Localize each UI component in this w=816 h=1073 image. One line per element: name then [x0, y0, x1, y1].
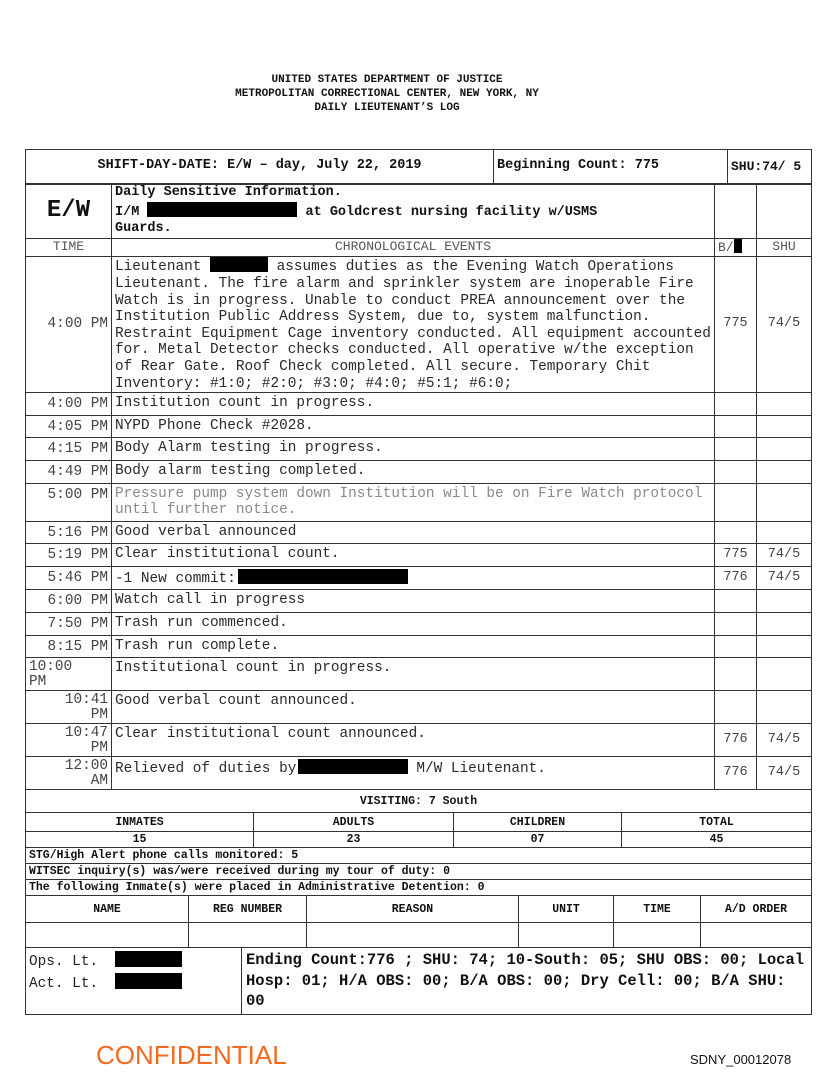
entry-text-main: Good verbal count announced.: [115, 693, 357, 710]
shift-day-date: SHIFT-DAY-DATE: E/W – day, July 22, 2019: [26, 150, 494, 184]
entry-time: 8:15 PM: [26, 635, 112, 658]
entry-text: [112, 635, 715, 658]
log-entry: [26, 566, 812, 590]
entry-text: [112, 393, 715, 416]
redaction: [298, 759, 408, 774]
ad-header: NAME: [26, 896, 189, 923]
entry-text-main: Relieved of duties by: [115, 761, 297, 778]
entry-time: 12:00 AM: [26, 757, 112, 790]
visiting-value: 45: [622, 832, 812, 848]
entry-text-main: Good verbal announced: [115, 523, 297, 540]
log-entry: [26, 757, 812, 790]
entry-text-pre: Lieutenant: [115, 259, 202, 276]
ad-empty-cell: [519, 923, 614, 948]
entry-count: [715, 635, 757, 658]
entry-time: 4:00 PM: [26, 257, 112, 393]
redaction: [115, 973, 182, 989]
entry-text: [112, 724, 715, 757]
visiting-value: 07: [454, 832, 622, 848]
entry-shu: [757, 691, 812, 724]
shu-count: SHU:74/ 5: [728, 150, 812, 184]
visiting-header: CHILDREN: [454, 813, 622, 832]
entry-count: 776: [715, 757, 757, 790]
header-title: DAILY LIEUTENANT’S LOG: [314, 102, 460, 114]
entry-count: 776: [715, 724, 757, 757]
entry-count: [715, 521, 757, 544]
entry-shu: [757, 415, 812, 438]
redaction: [238, 569, 408, 584]
entry-text: [112, 658, 715, 691]
entry-text-main: NYPD Phone Check #2028.: [115, 417, 314, 434]
visiting-value: 23: [254, 832, 454, 848]
ad-header: A/D ORDER: [701, 896, 812, 923]
log-entry: [26, 724, 812, 757]
visiting-value: 15: [26, 832, 254, 848]
visiting-table: [25, 789, 812, 896]
entry-shu: 74/5: [757, 544, 812, 567]
ad-header: TIME: [614, 896, 701, 923]
entry-time: 6:00 PM: [26, 590, 112, 613]
entry-count: [715, 438, 757, 461]
entry-text: [112, 590, 715, 613]
ad-header: REG NUMBER: [189, 896, 307, 923]
sensitive-info-text: at Goldcrest nursing facility w/USMS: [305, 204, 598, 220]
ad-empty-cell: [26, 923, 189, 948]
sensitive-info-prefix: I/M: [115, 204, 140, 220]
entry-text-main: Clear institutional count announced.: [115, 726, 426, 743]
entry-time: 5:19 PM: [26, 544, 112, 567]
entry-time: 10:47 PM: [26, 724, 112, 757]
log-entry: [26, 483, 812, 521]
entry-text: [112, 613, 715, 636]
entry-shu: 74/5: [757, 724, 812, 757]
log-entry: [26, 544, 812, 567]
entry-shu: [757, 521, 812, 544]
note-line: WITSEC inquiry(s) was/were received during my tour of duty: 0: [26, 864, 812, 880]
chronological-log-table: [25, 184, 812, 790]
entry-time: 7:50 PM: [26, 613, 112, 636]
column-header-row: [26, 238, 812, 257]
footer-table: [25, 947, 812, 1015]
entry-time: 10:00 PM: [26, 658, 112, 691]
entry-text: [112, 757, 715, 790]
entry-time: 5:00 PM: [26, 483, 112, 521]
entry-text: [112, 566, 715, 590]
col-b: B/: [718, 239, 734, 255]
log-entry: [26, 257, 812, 393]
redaction: [115, 951, 182, 967]
entry-text-main: Body Alarm testing in progress.: [115, 440, 383, 457]
entry-count: 775: [715, 544, 757, 567]
entry-time: 10:41 PM: [26, 691, 112, 724]
entry-text-main: Trash run commenced.: [115, 615, 288, 632]
visiting-header: ADULTS: [254, 813, 454, 832]
log-entry: [26, 613, 812, 636]
entry-shu: 74/5: [757, 566, 812, 590]
entry-time: 4:00 PM: [26, 393, 112, 416]
entry-text: [112, 415, 715, 438]
entry-text: [112, 521, 715, 544]
sensitive-info-row: [26, 185, 812, 239]
note-line: STG/High Alert phone calls monitored: 5: [26, 848, 812, 864]
shift-header-table: [25, 149, 812, 184]
entry-count: [715, 460, 757, 483]
entry-text: [112, 544, 715, 567]
visiting-header: INMATES: [26, 813, 254, 832]
ad-header: UNIT: [519, 896, 614, 923]
entry-shu: 74/5: [757, 757, 812, 790]
entry-time: 5:16 PM: [26, 521, 112, 544]
beginning-count: Beginning Count: 775: [494, 150, 728, 184]
bates-number: SDNY_00012078: [690, 1052, 792, 1067]
entry-text-post: assumes duties as the Evening Watch Operations Lieutenant. The fire alarm and sprinkler system are inoperable Fire Watch is in progress. Unable to conduct PREA announcement over the Institution Public Address System, due to, system malfunction. Restraint Equipment Cage inventory conducted. All equipment accounted for. Metal Detector checks conducted. All operative w/the exception of Rear Gate. Roof Check completed. All secure. Temporary Chit Inventory: #1:0; #2:0; #3:0; #4:0; #5:1; #6:0;: [115, 259, 711, 392]
col-time: TIME: [26, 238, 112, 257]
entry-count: [715, 590, 757, 613]
entry-count: [715, 415, 757, 438]
entry-time: 4:49 PM: [26, 460, 112, 483]
entry-text-main: Body alarm testing completed.: [115, 462, 366, 479]
entry-text-main: Pressure pump system down Institution will be on Fire Watch protocol until further notice.: [115, 485, 703, 519]
note-line: The following Inmate(s) were placed in Administrative Detention: 0: [26, 880, 812, 896]
confidential-stamp: CONFIDENTIAL: [96, 1040, 287, 1070]
entry-text-post: M/W Lieutenant.: [416, 761, 546, 778]
entry-shu: [757, 658, 812, 691]
entry-count: 776: [715, 566, 757, 590]
log-entry: [26, 521, 812, 544]
entry-text-main: Watch call in progress: [115, 592, 305, 609]
entry-count: [715, 691, 757, 724]
entry-text-main: Clear institutional count.: [115, 546, 340, 563]
entry-shu: [757, 635, 812, 658]
log-entry: [26, 635, 812, 658]
entry-count: [715, 658, 757, 691]
log-entry: [26, 393, 812, 416]
entry-text: [112, 483, 715, 521]
entry-text: [112, 257, 715, 393]
ad-empty-cell: [701, 923, 812, 948]
act-lt-label: Act. Lt.: [29, 976, 99, 992]
entry-shu: [757, 613, 812, 636]
sensitive-info-title: Daily Sensitive Information.: [115, 185, 342, 200]
entry-shu: [757, 438, 812, 461]
entry-shu: [757, 590, 812, 613]
ad-empty-cell: [614, 923, 701, 948]
entry-time: 4:15 PM: [26, 438, 112, 461]
redaction: [147, 202, 297, 217]
admin-detention-table: [25, 895, 812, 948]
log-entry: [26, 658, 812, 691]
entry-text: [112, 460, 715, 483]
log-entry: [26, 590, 812, 613]
entry-shu: [757, 460, 812, 483]
ops-lt-label: Ops. Lt.: [29, 954, 99, 970]
entry-shu: 74/5: [757, 257, 812, 393]
entry-text-main: Trash run complete.: [115, 637, 280, 654]
entry-text: [112, 438, 715, 461]
ad-header: REASON: [307, 896, 519, 923]
log-entry: [26, 691, 812, 724]
log-entry: [26, 438, 812, 461]
ad-empty-cell: [307, 923, 519, 948]
entry-shu: [757, 483, 812, 521]
log-entry: [26, 460, 812, 483]
sensitive-info-line: [115, 202, 711, 222]
header-facility: METROPOLITAN CORRECTIONAL CENTER, NEW YORK, NY: [235, 88, 539, 100]
entry-time: 5:46 PM: [26, 566, 112, 590]
entry-text: [112, 691, 715, 724]
redaction: [734, 239, 742, 253]
sensitive-info-end: Guards.: [115, 221, 172, 237]
redaction: [210, 257, 268, 272]
entry-text-main: -1 New commit:: [115, 570, 236, 587]
entry-shu: [757, 393, 812, 416]
visiting-title: VISITING: 7 South: [26, 790, 812, 813]
visiting-header: TOTAL: [622, 813, 812, 832]
log-entry: [26, 415, 812, 438]
entry-text-main: Institutional count in progress.: [115, 660, 392, 677]
document-header: [0, 73, 774, 115]
col-shu: SHU: [757, 238, 812, 257]
entry-count: [715, 483, 757, 521]
watch-code: E/W: [26, 185, 112, 239]
ad-empty-cell: [189, 923, 307, 948]
header-agency: UNITED STATES DEPARTMENT OF JUSTICE: [271, 74, 503, 86]
entry-count: 775: [715, 257, 757, 393]
entry-text-main: Institution count in progress.: [115, 395, 375, 412]
entry-count: [715, 613, 757, 636]
ending-count: Ending Count:776 ; SHU: 74; 10-South: 05; SHU OBS: 00; Local Hosp: 01; H/A OBS: 00; B/A OBS: 00; Dry Cell: 00; B/A SHU: 00: [242, 948, 812, 1015]
entry-count: [715, 393, 757, 416]
entry-time: 4:05 PM: [26, 415, 112, 438]
col-events: CHRONOLOGICAL EVENTS: [112, 238, 715, 257]
